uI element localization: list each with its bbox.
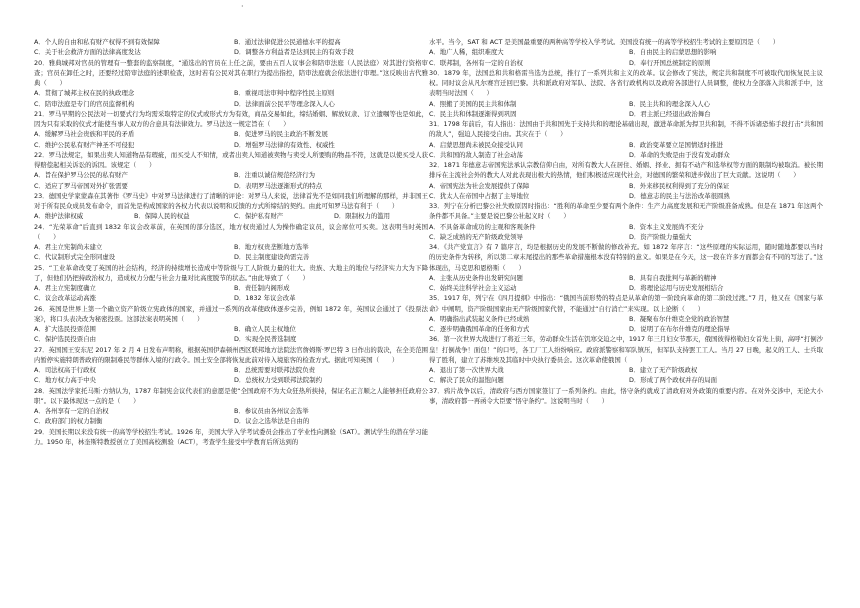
right-column [429,37,823,406]
question-stem: 水平。当今，SAT 和 ACT 是美国最重要的两种高等学校入学考试。美国没有统一的高等学校招生考试的主要原因是（ ） [429,38,780,46]
option-row [34,416,428,426]
answer-option: B．凝聚布尔什维克全党的政治智慧 [629,314,730,323]
answer-option: D．民主制度建设尚需完善 [234,253,310,262]
answer-option: C．犹太人在帝国中占据了主导地位 [429,191,530,200]
option-row [34,37,428,47]
question-stem: 34．《共产党宣言》有 7 篇序言，均是根据历史的发展不断做的修改补充。如 1872 年序言：“这些原理的实际运用，随时随地都要以当时的历史条件为转移，所以第二章末尾提出的那些革命措施根本没有特别的意义。如果是在今天，这一段在许多方面都会有不同的写法了。”这体现出，马克思和恩格斯（ ） [429,243,823,272]
question-stem: 30．1879 年，法国总和共和格雷当选为总统，推行了一系列共和主义的改革。议会修改了宪法，规定共和制度不可被取代而恢复民主议权。同时议会从凡尔赛宫迁回巴黎。共和派政府对军队、法院、各省行政机构以及政府各部进行人员调整，使权力全部落入共和派手中，这表明当时法国（ ） [429,68,823,98]
left-column [34,37,428,447]
question-stem: 27．英国国王安东尼 2017 年 2 月 4 日发布声明称，根据英国伊森顿州西区联邦地方法院法官詹姆斯·罗巴特 3 日作出的裁决，在全美范围内暂停实施特朗普政府的限制难民等群体入境的行政令。国土安全部将恢复此前对待入境旅客的检查方式。据此可知英国（ ） [34,345,428,364]
answer-option: B．民主共和的理念深入人心 [629,99,711,108]
answer-option: A．贯彻了城邦主权在民的执政理念 [34,89,135,98]
answer-option: A．启蒙思想尚未被民众接受认同 [429,140,523,149]
answer-option: C．逐步明确俄国革命的任务和方式 [429,325,530,333]
answer-option: C．解决了民众的温饱问题 [429,376,504,385]
answer-option: D．增强罗马法律的有效性、权威性 [234,140,335,149]
answer-option: A．君主立宪制度确立 [34,284,96,292]
answer-option: B．地方权贵垄断地方选举 [234,243,309,251]
answer-option: B．资本主义发展尚不充分 [629,222,704,231]
option-row [34,129,428,139]
answer-option: C．联邦制，各州有一定的自治权 [429,58,523,67]
answer-option: B．总统需要对联邦法院负责 [234,366,316,374]
answer-option: C．缺乏成熟的无产阶级政党领导 [429,232,523,241]
answer-option: A．君主立宪制尚未建立 [34,243,103,251]
answer-option: B．确立人民主权地位 [234,325,296,333]
option-row [34,324,428,334]
answer-option: A．个人的自由和私有财产权得不到有效保障 [34,38,160,46]
question-stem: 21．罗马早期的公民法对一切要式行为均需采取特定的仪式或形式方为有效，商品交易如此，缔结婚姻、解放奴隶、订立遗嘱等也是如此，因为只有采取的仪式才能使当事人双方的合意具有法律效力。罗马法这一规定旨在（ ） [34,109,428,128]
option-row [429,181,823,191]
answer-option: B．促进罗马的民主政治不断发展 [234,130,328,139]
answer-option: C．保护选民投票自由 [34,335,96,344]
option-row [429,273,823,283]
answer-option: D．奉行开国总统制定的原则 [629,58,711,67]
answer-option: D．将理论运用与历史发展相结合 [629,284,724,292]
answer-option: B．重视司法审判中程序性民主原则 [234,89,335,98]
option-row [429,58,823,68]
answer-option: B．保障人民的权益 [134,212,190,221]
question-stem: 25．“工业革命改变了英国的社会结构，经济的持续增长造成中等阶级与工人阶级力量的壮大。贵族、大地主的地位与经济实力大为下降了，但他们仍把持政治权力，造成权力分配与社会力量对比高度脱节的状态。”由此导致了（ ） [34,263,428,282]
answer-option: D．调整各方利益者是达到民主的有效手段 [234,48,354,57]
answer-option: C．关于社会救济方面的法律高度发达 [34,48,141,57]
question-stem: 36．第一次世界大战进行了将近三年，劳动群众生活在饥寒交迫之中，1917 年三月妇女节那天，俄国彼得格勒妇女首先上街，高呼“打倒沙皇！打倒战争！面包！”的口号，各工厂工人纷纷响应。政府派警察和军队镇压，但军队支持罢工工人。当月 27 日晚，起义的工人、士兵取得了胜利，建立了苏维埃及其临时中央执行委员会。这次革命使俄国（ ） [429,335,824,364]
option-row [429,324,823,334]
option-row [34,47,428,57]
answer-option: B．参议员由各州议会选举 [234,407,309,415]
answer-option: D．革命的失败是由于没有发动群众 [629,150,730,159]
option-row [429,99,823,109]
question-stem: 24．“光荣革命”后直到 1832 年议会改革前，在英国的部分选区，地方权贵通过人为操作确定议员，议会席位可买卖。这表明当时英国（ ） [34,222,428,241]
answer-option: D．实现全民普选制度 [234,335,297,344]
option-row [34,170,428,180]
answer-option: B．责任制内阁形成 [234,284,290,292]
option-row [429,375,823,385]
option-row [34,211,428,221]
answer-option: B．自由民主的启蒙思想的影响 [629,48,717,57]
option-row [34,365,428,375]
question-stem: 31．1798 年前后，有人指出：法国由于共和国先于支持共和的理论基础出现，激进革命派为捍卫共和制，不得不诉诸恐怖手段打击“共和国的敌人”，强迫人民接受自由。其灾在于（ ） [429,120,824,139]
answer-option: C．地方权力高于中央 [34,376,96,385]
question-stem: 33．列宁在分析巴黎公社失败原因时指出：“胜利的革命至少要有两个条件：生产力高度发展和无产阶级准备成熟。但是在 1871 年这两个条件都不具备。”主要是说巴黎公社起义时（ ） [429,202,823,221]
answer-option: C．始终关注科学社会主义运动 [429,284,517,292]
answer-option: C．维护公民私有财产神圣不可侵犯 [34,140,135,149]
option-row [34,375,428,385]
option-row [429,232,823,242]
answer-option: C．保护私有财产 [234,212,284,221]
answer-option: A．司法权高于行政权 [34,366,96,374]
option-row [429,150,823,160]
answer-option: A．维护法律权威 [34,212,84,221]
answer-option: A．照搬了美国的民主共和体制 [429,99,517,108]
option-row [34,99,428,109]
answer-option: A．各州享有一定的自治权 [34,407,109,415]
answer-option: B．建立了无产阶级政权 [629,366,698,374]
option-row [34,140,428,150]
option-row [429,140,823,150]
question-stem: 26．英国是世界上第一个确立资产阶级立宪政体的国家，并通过一系列的改革使政体逐步完善，例如 1872 年，英国议会通过了《投票法案》，将口头表决改为秘密投票。这部法案表明英国（ ） [34,304,428,323]
answer-option: D．限制权力的滥用 [334,212,391,221]
answer-option: D．说明了在布尔什维克的理论指导 [629,325,730,333]
answer-option: B．外来移民权利得到了充分的保证 [629,181,730,190]
question-stem: 23．德国史学家蒙森在其著作《罗马史》中对罗马法律进行了清晰的评论：对罗马人来说，法律首先不是如同我们所理解的那样，并非国王对于所有民众成员发布命令，而首先是构成国家的各权力代表以说明和反馈的方式所缔结的契约。由此可知罗马法有利于（ ） [34,191,428,210]
option-row [429,191,823,201]
answer-option: D．法律面前公民平等理念深入人心 [234,99,335,108]
option-row [34,181,428,191]
answer-option: D．君主派已经退出政治舞台 [629,109,711,118]
question-stem: 28．英国法学家托马斯·方纳认为，1787 年制宪会议代表们的意愿是使“全国政府不为大众狂热所挟持，保证名正言顺之人能够担任政府公职”。以下最体现这一点的是（ ） [34,386,428,405]
answer-option: A．地广人稀，组织难度大 [429,48,504,57]
answer-option: A．缓解罗马社会贵族和平民的矛盾 [34,130,135,139]
answer-option: B．通过法律促进公民道德水平的提高 [234,38,341,46]
question-stem: 37．鸦片战争以后，清政府与西方国家签订了一系列条约。由此，恪守条约就成了清政府对外政策的重要内容。在对外交涉中，无论大小事，清政府都一再函令大臣要“恪守条约”。这说明当时（ ） [429,386,823,405]
option-row [429,109,823,119]
answer-option: A．扩大选民投票范围 [34,325,96,333]
answer-option: D．表明罗马法逐渐形式的特点 [234,181,322,190]
question-stem: 22．罗马法规定，如果出卖人知道物品有瑕疵，而买受人不知情，或者出卖人知道被卖物与卖受人所要购的物品不符，这就是以使买受人获得赔偿起相关诉讼的诉因。该规定（ ） [34,150,428,169]
answer-option: B．具有自我批判与革新的精神 [629,273,717,282]
option-row [34,252,428,262]
answer-option: C．民主共和体制逐渐得到巩固 [429,109,517,118]
answer-option: D．资产阶级力量强大 [629,232,692,241]
option-row [34,88,428,98]
answer-option: C．共和国的敌人制造了社会动荡 [429,150,523,159]
question-stem: 20．雅典城邦对官员的管理有一整套的监察制度，“通选出的官员在上任之前，要由五百人议事会和陪审法庭（人民法庭）对其进行资格审查；官员在卸任之时，还要经过陪审法庭的述职检查，这时若有公民对其在职行为提出指控，陪审法庭就会依法进行审理。”这反映出古代雅典（ ） [34,58,428,87]
answer-option: A．退出了第一次世界大战 [429,366,504,374]
option-row [34,283,428,293]
header-mark: · [241,2,244,11]
answer-option: D．形成了两个政权并存的局面 [629,376,717,385]
option-row [34,293,428,303]
question-stem: 29．美国长期以来没有统一的高等学校招生考试。1926 年，美国大学入学考试委员会推出了学业性向测验（SAT）。测试学生的潜在学习能力。1950 年，林奎斯特教授创立了美国高校测验（ACT），考查学生接受中学教育后所达到的 [34,427,428,446]
answer-option: D．总统权力受到联邦法院制约 [234,376,322,385]
answer-option: D．德意志的民主与法治改革很圆熟 [629,191,730,200]
answer-option: B．政治变革要立足国情适时推进 [629,140,723,149]
question-stem: 35．1917 年，列宁在《四月提纲》中指出：“俄国当前形势的特点是从革命的第一阶段向革命的第二阶段过渡。”7 月，他又在《国家与革命》中阐明，资产阶级国家由无产阶级国家代替，不能通过“自行消亡”来实现。以上论断（ ） [429,294,823,313]
option-row [34,242,428,252]
option-row [429,47,823,57]
answer-option: A．明确指出武装起义条件已经成熟 [429,314,530,323]
answer-option: A．主张从历史条件出发研究问题 [429,273,523,282]
answer-option: B．注重以诚信规范经济行为 [234,171,316,180]
option-row [34,406,428,416]
question-stem: 32．1871 年德意志帝国宪法承认宗教信仰自由，对所有教大人在居住、婚姻、择业、拥有不动产和选举权等方面的限制均被取消。被长期排斥在主流社会外的教大人对此表现出极大的热情，他们积极适应现代社会，对德国的繁荣和进步做出了巨大贡献。这说明（ ） [429,161,823,180]
answer-option: C．议会改革运动高涨 [34,294,96,303]
option-row [429,222,823,232]
answer-option: A．不具备革命成功的主观和客观条件 [429,222,536,231]
option-row [429,365,823,375]
answer-option: C．政府部门的权力制衡 [34,417,103,426]
option-row [429,314,823,324]
option-row [429,283,823,293]
answer-option: C．代议制形式完全形同虚设 [34,253,116,262]
answer-option: A．帝国宪法为社会发展提供了保障 [429,181,530,190]
answer-option: C．陪审法庭是专门的官员监督机构 [34,99,135,108]
option-row [34,334,428,344]
answer-option: D．1832 年议会改革 [234,294,296,303]
answer-option: A．旨在保护罗马公民的私有财产 [34,171,128,180]
answer-option: D．议会之选举法是自由的 [234,417,310,426]
answer-option: C．适应了罗马帝国对外扩张需要 [34,181,128,190]
